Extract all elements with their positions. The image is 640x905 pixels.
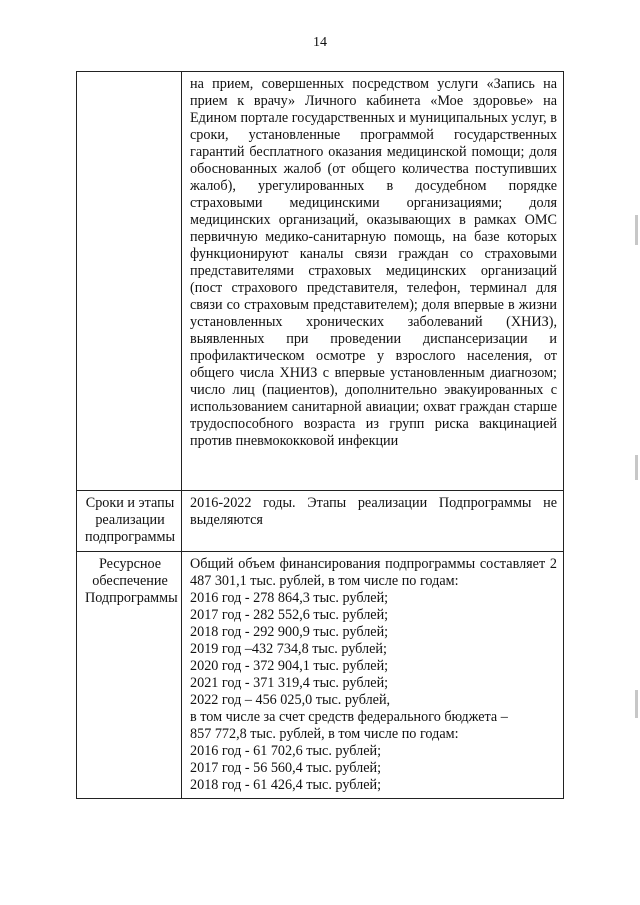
table-row-indicators [77, 72, 564, 491]
indicators-text: на прием, совершенных посредством услуги «Запись на прием к врачу» Личного кабинета «Мое здоровье» на Едином портале государственных и муниципальных услуг, в сроки, установленные программой государственных гарантий бесплатного оказания медицинской помощи; доля обоснованных жалоб (от общего количества поступивших жалоб), урегулированных в досудебном порядке страховыми медицинскими организациями; доля медицинских организаций, оказывающих в рамках ОМС первичную медико-санитарную помощь, на базе которых функционируют каналы связи граждан со страховыми представителями страховых медицинских организаций (пост страхового представителя, телефон, терминал для связи со страховым представителем); доля впервые в жизни установленных хронических заболеваний (ХНИЗ), выявленных при проведении диспансеризации и профилактическом осмотре у взрослого населения, от общего числа ХНИЗ с впервые установленным диагнозом; число лиц (пациентов), дополнительно эвакуированных с использованием санитарной авиации; охват граждан старше трудоспособного возраста из групп риска вакцинацией против пневмококковой инфекции [182, 72, 564, 491]
federal-year-2018: 2018 год - 61 426,4 тыс. рублей; [190, 777, 382, 793]
scan-artifact [635, 690, 638, 718]
funding-year-2016: 2016 год - 278 864,3 тыс. рублей; [190, 590, 389, 606]
federal-year-2016: 2016 год - 61 702,6 тыс. рублей; [190, 743, 382, 759]
funding-cell [182, 552, 564, 799]
federal-budget-intro-2: 857 772,8 тыс. рублей, в том числе по годам: [190, 726, 459, 742]
federal-budget-intro-1: в том числе за счет средств федерального бюджета – [190, 709, 508, 725]
funding-year-2019: 2019 год –432 734,8 тыс. рублей; [190, 641, 387, 657]
scan-artifact [635, 455, 638, 480]
funding-year-2021: 2021 год - 371 319,4 тыс. рублей; [190, 675, 389, 691]
funding-year-2020: 2020 год - 372 904,1 тыс. рублей; [190, 658, 389, 674]
terms-text: 2016-2022 годы. Этапы реализации Подпрограммы не выделяются [182, 491, 564, 552]
funding-year-2022: 2022 год – 456 025,0 тыс. рублей, [190, 692, 391, 708]
table-row-funding [77, 552, 564, 799]
table-row-terms [77, 491, 564, 552]
funding-intro: Общий объем финансирования подпрограммы составляет 2 487 301,1 тыс. рублей, в том числе по годам: [190, 556, 557, 589]
row-label [77, 72, 182, 491]
federal-year-2017: 2017 год - 56 560,4 тыс. рублей; [190, 760, 382, 776]
page-number: 14 [313, 35, 327, 50]
funding-year-2017: 2017 год - 282 552,6 тыс. рублей; [190, 607, 389, 623]
row-label-funding: Ресурсное обеспечение Подпрограммы [77, 552, 182, 799]
scan-artifact [635, 215, 638, 245]
subprogram-passport-table [76, 71, 564, 799]
funding-year-2018: 2018 год - 292 900,9 тыс. рублей; [190, 624, 389, 640]
row-label-terms: Сроки и этапы реализации подпрограммы [77, 491, 182, 552]
